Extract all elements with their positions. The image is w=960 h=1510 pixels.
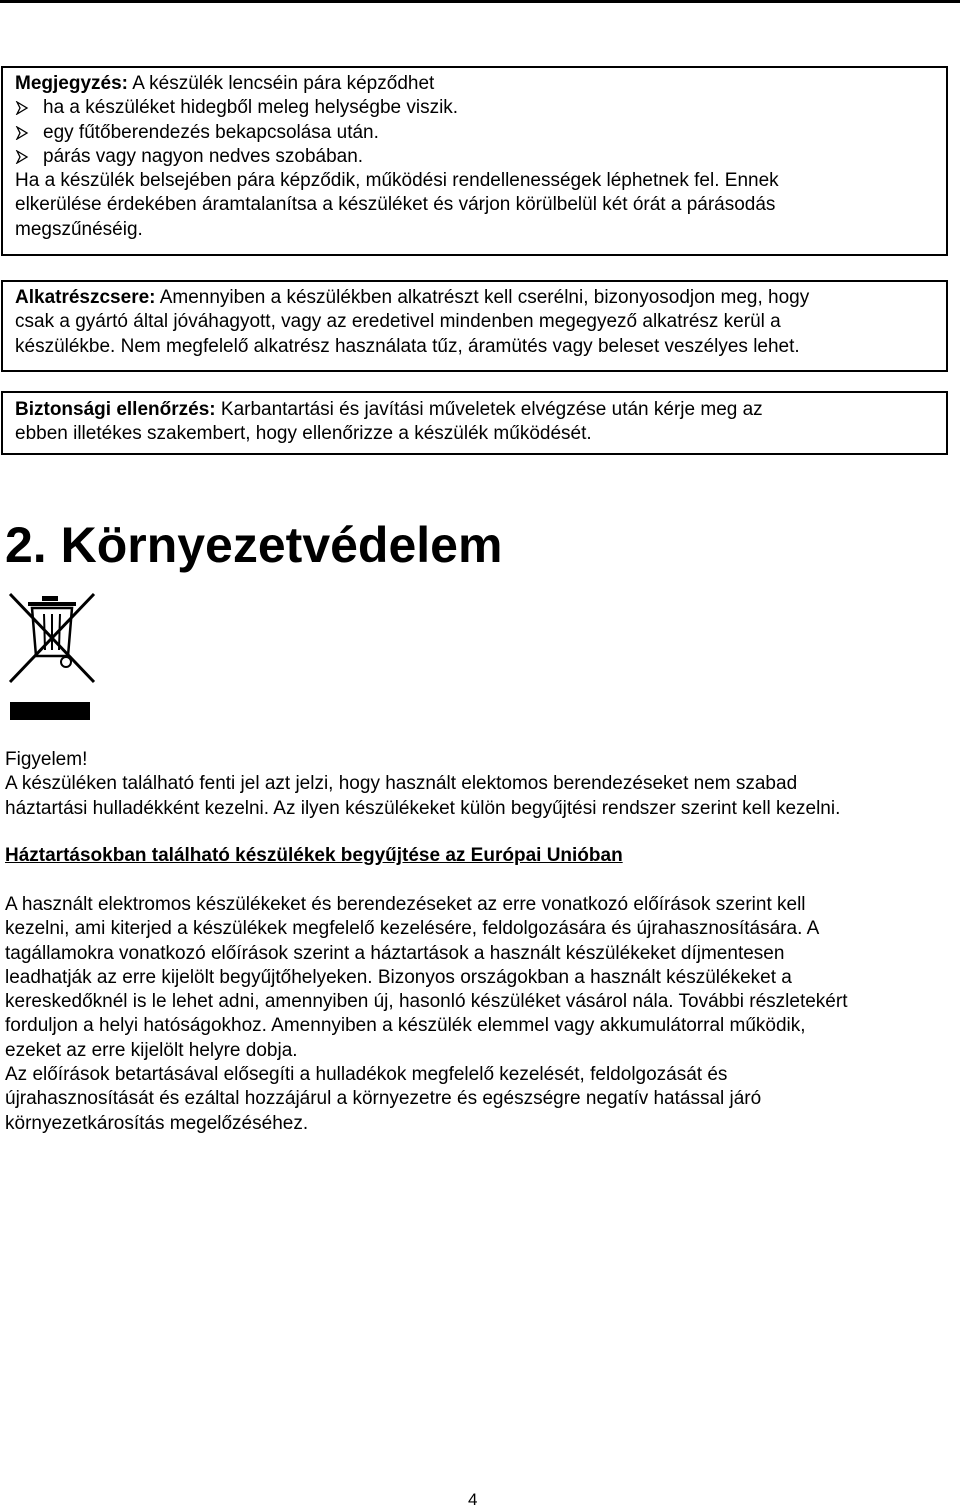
eu-line: kezelni, ami kiterjed a készülékek megfelelő kezelésére, feldolgozására és újrahasznosítására. A [5, 918, 820, 940]
parts-line: csak a gyártó által jóváhagyott, vagy az eredetivel mindenben megegyező alkatrész kerül a [15, 311, 781, 333]
page-number: 4 [468, 1490, 478, 1509]
attention-line: A készüléken található fenti jel azt jelzi, hogy használt elektomos berendezéseket nem szabad [5, 773, 798, 795]
eu-line: kereskedőknél is le lehet adni, amennyiben új, hasonló készüléket vásárol nála. További részletekért [5, 991, 848, 1013]
arrow-bullet-icon [15, 126, 43, 140]
safety-text: Karbantartási és javítási műveletek elvégzése után kérje meg az [220, 399, 763, 420]
note-label: Megjegyzés: [15, 73, 128, 94]
eu-line: forduljon a helyi hatóságokhoz. Amennyiben a készülék elemmel vagy akkumulátorral működik, [5, 1015, 806, 1037]
note-bullet [15, 145, 934, 169]
safety-line: ebben illetékes szakembert, hogy ellenőrizze a készülék működését. [15, 423, 592, 445]
note-bullet-text: ha a készüléket hidegből meleg helységbe viszik. [43, 97, 459, 119]
note-intro: A készülék lencséin pára képződhet [132, 73, 435, 94]
note-bullet [15, 96, 934, 120]
parts-box [1, 280, 948, 372]
note-text-line: Ha a készülék belsejében pára képződik, működési rendellenességek léphetnek fel. Ennek [15, 170, 779, 192]
parts-line: készülékbe. Nem megfelelő alkatrész használata tűz, áramütés vagy beleset veszélyes lehet. [15, 335, 800, 357]
note-bullet-text: párás vagy nagyon nedves szobában. [43, 145, 364, 167]
attention-line: háztartási hulladékként kezelni. Az ilyen készülékeket külön begyűjtési rendszer szerint kell kezelni. [5, 797, 841, 819]
crossed-out-bin-icon [8, 590, 98, 722]
top-rule [0, 0, 960, 3]
eu-line: ezeket az erre kijelölt helyre dobja. [5, 1039, 298, 1061]
safety-line [15, 398, 934, 422]
parts-line [15, 286, 934, 310]
parts-label: Alkatrészcsere: [15, 287, 156, 308]
safety-label: Biztonsági ellenőrzés: [15, 399, 216, 420]
note-intro-line [15, 72, 934, 96]
note-box [1, 66, 948, 256]
attention-block [5, 748, 950, 821]
note-bullet-text: egy fűtőberendezés bekapcsolása után. [43, 121, 379, 143]
eu-line: Az előírások betartásával elősegíti a hulladékok megfelelő kezelését, feldolgozását és [5, 1064, 728, 1086]
eu-line: környezetkárosítás megelőzéséhez. [5, 1112, 309, 1134]
note-bullet [15, 121, 934, 145]
arrow-bullet-icon [15, 150, 43, 164]
note-text-line: megszűnéséig. [15, 218, 143, 240]
eu-title: Háztartásokban található készülékek begyűjtése az Európai Unióban [5, 845, 623, 866]
arrow-bullet-icon [15, 101, 43, 115]
safety-box [1, 391, 948, 455]
eu-line: tagállamokra vonatkozó előírások szerint a háztartások a használt készülékeket díjmentesen [5, 942, 785, 964]
parts-text: Amennyiben a készülékben alkatrészt kell cserélni, bizonyosodjon meg, hogy [159, 287, 810, 308]
eu-line: A használt elektromos készülékeket és berendezéseket az erre vonatkozó előírások szerint kell [5, 894, 806, 915]
eu-body [5, 893, 950, 1136]
section-title: 2. Környezetvédelem [5, 517, 503, 573]
eu-line: újrahasznosítását és ezáltal hozzájárul a környezetre és egészségre negatív hatással járó [5, 1088, 762, 1110]
attention-heading: Figyelem! [5, 749, 88, 770]
eu-line: leadhatják az erre kijelölt begyűjtőhelyeken. Bizonyos országokban a használt készülékeket a [5, 966, 792, 988]
note-text-line: elkerülése érdekében áramtalanítsa a készüléket és várjon körülbelül két órát a párásodás [15, 194, 776, 216]
